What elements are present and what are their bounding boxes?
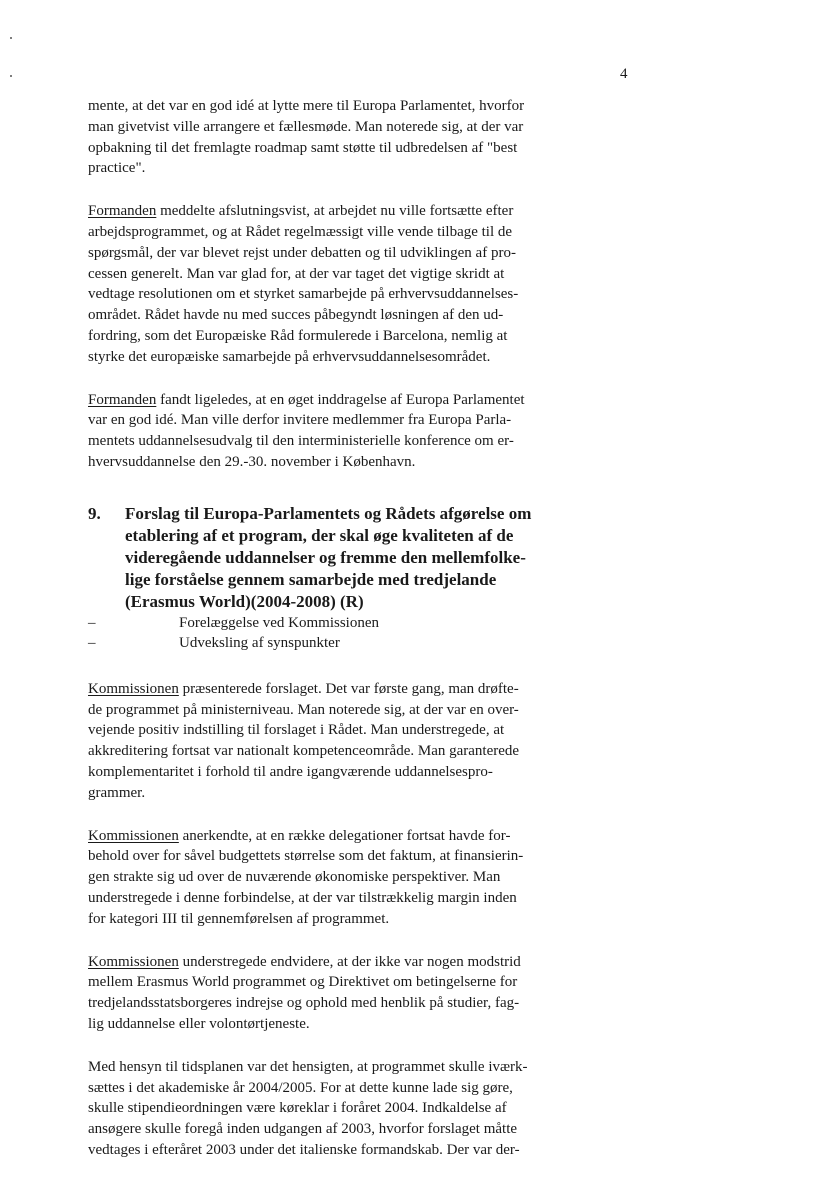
text-line: vedtages i efteråret 2003 under det italienske formandskab. Der var der- (88, 1141, 520, 1158)
paragraph (88, 679, 578, 804)
paragraph (88, 952, 578, 1035)
bullet-list (88, 613, 578, 653)
text-line: arbejdsprogrammet, og at Rådet regelmæssigt ville vende tilbage til de (88, 223, 513, 240)
text-line: understregede i denne forbindelse, at der var tilstrækkelig margin inden (88, 889, 517, 906)
scan-artifact-dot (10, 75, 12, 77)
text-line: sættes i det akademiske år 2004/2005. For at dette kunne lade sig gøre, (88, 1079, 513, 1096)
paragraph (88, 1057, 578, 1161)
text-fragment: fandt ligeledes, at en øget inddragelse af Europa Parlamentet (156, 391, 525, 408)
text-line: cessen generelt. Man var glad for, at der var taget det vigtige skridt at (88, 265, 505, 282)
text-line: Med hensyn til tidsplanen var det hensigten, at programmet skulle iværk- (88, 1058, 528, 1075)
title-line: (Erasmus World)(2004-2008) (R) (125, 591, 364, 611)
title-line: videregående uddannelser og fremme den mellemfolke- (125, 547, 526, 567)
text-line: var en god idé. Man ville derfor invitere medlemmer fra Europa Parla- (88, 412, 512, 429)
text-line (88, 201, 578, 222)
text-line: mente, at det var en god idé at lytte mere til Europa Parlamentet, hvorfor (88, 98, 525, 114)
text-line: akkreditering fortsat var nationalt kompetenceområde. Man garanterede (88, 743, 520, 760)
paragraph (88, 826, 578, 930)
text-line: mellem Erasmus World programmet og Direktivet om betingelserne for (88, 974, 518, 991)
page-number: 4 (620, 66, 628, 82)
text-line: practice". (88, 160, 146, 177)
text-line: ansøgere skulle foregå inden udgangen af 2003, hvorfor forslaget måtte (88, 1121, 518, 1138)
title-line: Forslag til Europa-Parlamentets og Rådets afgørelse om (125, 503, 532, 523)
title-line: etablering af et program, der skal øge kvaliteten af de (125, 525, 514, 545)
text-fragment: anerkendte, at en række delegationer fortsat havde for- (178, 827, 511, 844)
paragraph (88, 96, 578, 179)
agenda-item-9 (88, 503, 578, 653)
text-line: området. Rådet havde nu med succes påbegyndt løsningen af den ud- (88, 307, 504, 324)
text-line: behold over for såvel budgettets størrelse som det faktum, at finansierin- (88, 848, 524, 865)
text-line: de programmet på ministerniveau. Man noterede sig, at der var en over- (88, 701, 519, 718)
speaker-label: Kommissionen (88, 680, 179, 697)
bullet-text: Udveksling af synspunkter (179, 634, 340, 651)
text-line: lig uddannelse eller volontørtjeneste. (88, 1015, 310, 1032)
paragraph (88, 390, 578, 473)
text-line: komplementaritet i forhold til andre igangværende uddannelsespro- (88, 763, 493, 780)
speaker-label: Kommissionen (88, 953, 179, 970)
paragraph (88, 201, 578, 367)
text-line: tredjelandsstatsborgeres indrejse og ophold med henblik på studier, fag- (88, 995, 520, 1012)
text-fragment: præsenterede forslaget. Det var første gang, man drøfte- (178, 680, 519, 697)
speaker-label: Kommissionen (88, 827, 179, 844)
bullet-item (88, 613, 578, 633)
text-line: skulle stipendieordningen være køreklar i foråret 2004. Indkaldelse af (88, 1100, 507, 1117)
text-line: grammer. (88, 784, 146, 801)
scan-artifact-dot (10, 37, 12, 39)
title-line: lige forståelse gennem samarbejde med tredjelande (125, 569, 497, 589)
text-line (88, 679, 578, 700)
text-line (88, 952, 578, 973)
document-body (88, 96, 578, 1183)
text-line: spørgsmål, der var blevet rejst under debatten og til udviklingen af pro- (88, 244, 516, 261)
dash-marker: – (88, 614, 96, 631)
section-title (125, 503, 578, 613)
bullet-text: Forelæggelse ved Kommissionen (179, 614, 379, 631)
speaker-label: Formanden (88, 391, 157, 408)
text-line: styrke det europæiske samarbejde på erhvervsuddannelsesområdet. (88, 348, 491, 365)
section-number: 9. (88, 503, 101, 523)
text-line (88, 390, 578, 411)
text-line: hvervsuddannelse den 29.-30. november i København. (88, 453, 416, 470)
text-line: for kategori III til gennemførelsen af programmet. (88, 910, 390, 927)
text-line: opbakning til det fremlagte roadmap samt støtte til udbredelsen af "best (88, 139, 518, 156)
text-line: vejende positiv indstilling til forslaget i Rådet. Man understregede, at (88, 722, 505, 739)
bullet-item (88, 633, 578, 653)
text-line: vedtage resolutionen om et styrket samarbejde på erhvervsuddannelses- (88, 286, 519, 303)
dash-marker: – (88, 634, 96, 651)
text-line (88, 826, 578, 847)
text-line: mentets uddannelsesudvalg til den interministerielle konference om er- (88, 433, 514, 450)
text-line: gen strakte sig ud over de nuværende økonomiske perspektiver. Man (88, 869, 501, 886)
speaker-label: Formanden (88, 203, 157, 220)
text-line: man givetvist ville arrangere et fællesmøde. Man noterede sig, at der var (88, 118, 524, 135)
text-fragment: understregede endvidere, at der ikke var nogen modstrid (178, 953, 521, 970)
text-fragment: meddelte afslutningsvist, at arbejdet nu ville fortsætte efter (156, 203, 514, 220)
text-line: fordring, som det Europæiske Råd formulerede i Barcelona, nemlig at (88, 327, 508, 344)
